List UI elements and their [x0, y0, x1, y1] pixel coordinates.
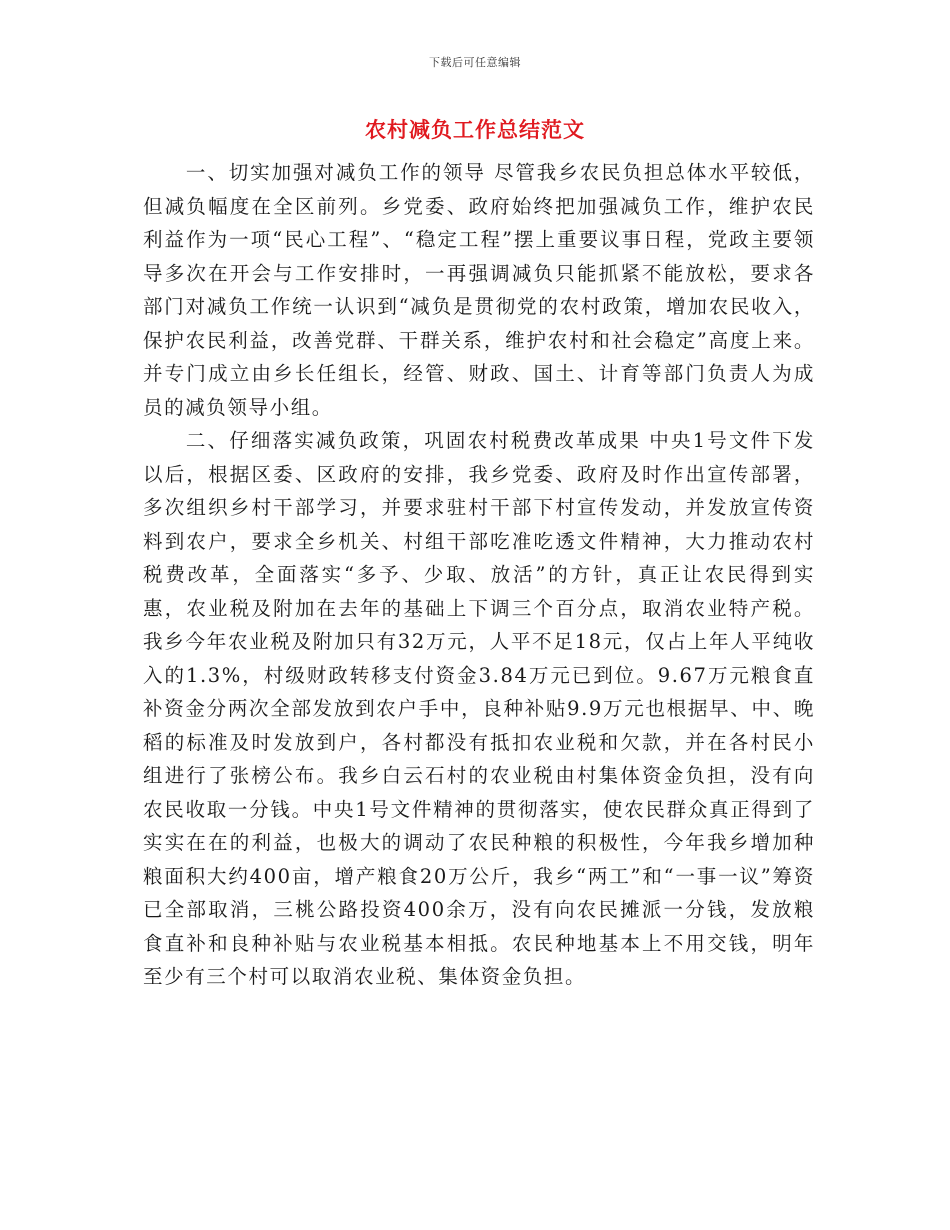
header-note: 下载后可任意编辑: [429, 56, 521, 69]
paragraph-1: 一、切实加强对减负工作的领导 尽管我乡农民负担总体水平较低，但减负幅度在全区前列。乡党委、政府始终把加强减负工作，维护农民利益作为一项“民心工程”、“稳定工程”摆上重要议事日程，党政主要领导多次在开会与工作安排时，一再强调减负只能抓紧不能放松，要求各部门对减负工作统一认识到“减负是贯彻党的农村政策，增加农民收入，保护农民利益，改善党群、干群关系，维护农村和社会稳定”高度上来。并专门成立由乡长任组长，经管、财政、国土、计育等部门负责人为成员的减负领导小组。: [143, 161, 815, 419]
document-title: 农村减负工作总结范文: [365, 117, 585, 142]
document-body: [143, 156, 815, 994]
paragraph-2: 二、仔细落实减负政策，巩固农村税费改革成果 中央1号文件下发以后，根据区委、区政府的安排，我乡党委、政府及时作出宣传部署，多次组织乡村干部学习，并要求驻村干部下村宣传发动，并发放宣传资料到农户，要求全乡机关、村组干部吃准吃透文件精神，大力推动农村税费改革，全面落实“多予、少取、放活”的方针，真正让农民得到实惠，农业税及附加在去年的基础上下调三个百分点，取消农业特产税。我乡今年农业税及附加只有32万元，人平不足18元，仅占上年人平纯收入的1.3%，村级财政转移支付资金3.84万元已到位。9.67万元粮食直补资金分两次全部发放到农户手中，良种补贴9.9万元也根据早、中、晚稻的标准及时发放到户，各村都没有抵扣农业税和欠款，并在各村民小组进行了张榜公布。我乡白云石村的农业税由村集体资金负担，没有向农民收取一分钱。中央1号文件精神的贯彻落实，使农民群众真正得到了实实在在的利益，也极大的调动了农民种粮的积极性，今年我乡增加种粮面积大约400亩，增产粮食20万公斤，我乡“两工”和“一事一议”筹资已全部取消，三桃公路投资400余万，没有向农民摊派一分钱，发放粮食直补和良种补贴与农业税基本相抵。农民种地基本上不用交钱，明年至少有三个村可以取消农业税、集体资金负担。: [143, 429, 815, 988]
